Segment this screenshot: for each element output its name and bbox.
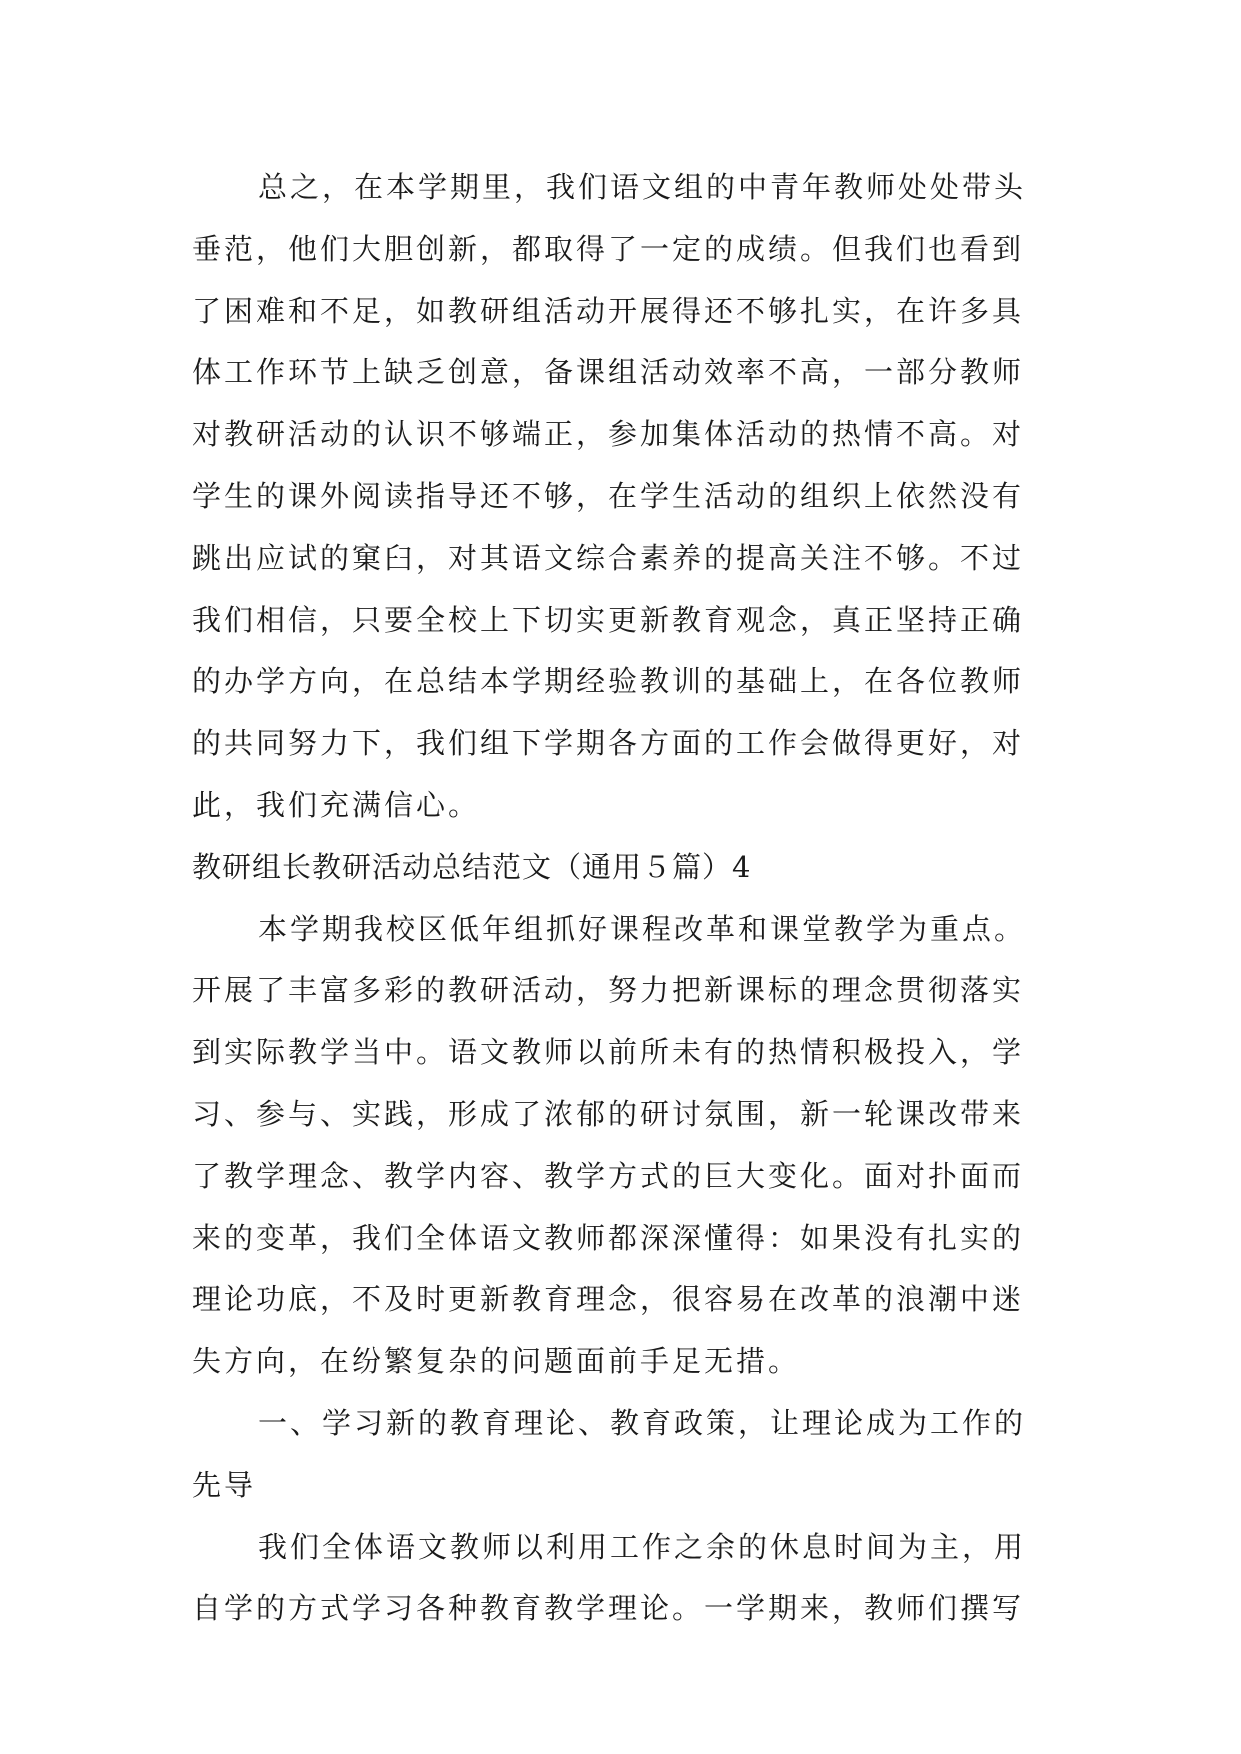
text-line: 一、学习新的教育理论、教育政策，让理论成为工作的 bbox=[258, 1405, 1027, 1440]
paragraph-section-one-title bbox=[192, 1393, 1056, 1517]
text-line: 体工作环节上缺乏创意，备课组活动效率不高，一部分教师 bbox=[192, 355, 1025, 390]
section-heading: 教研组长教研活动总结范文（通用５篇）4 bbox=[192, 849, 752, 884]
text-line: 垂范，他们大胆创新，都取得了一定的成绩。但我们也看到 bbox=[192, 231, 1025, 266]
text-line: 对教研活动的认识不够端正，参加集体活动的热情不高。对 bbox=[192, 417, 1025, 452]
text-line: 来的变革，我们全体语文教师都深深懂得：如果没有扎实的 bbox=[192, 1220, 1025, 1255]
text-line: 的办学方向，在总结本学期经验教训的基础上，在各位教师 bbox=[192, 664, 1025, 699]
paragraph-summary bbox=[192, 157, 1056, 837]
paragraph-self-study bbox=[192, 1517, 1056, 1641]
text-line: 习、参与、实践，形成了浓郁的研讨氛围，新一轮课改带来 bbox=[192, 1096, 1025, 1131]
text-line: 的共同努力下，我们组下学期各方面的工作会做得更好，对 bbox=[192, 726, 1025, 761]
text-line: 学生的课外阅读指导还不够，在学生活动的组织上依然没有 bbox=[192, 478, 1025, 513]
text-line: 失方向，在纷繁复杂的问题面前手足无措。 bbox=[192, 1344, 801, 1379]
text-line: 先导 bbox=[192, 1467, 257, 1502]
text-line: 开展了丰富多彩的教研活动，努力把新课标的理念贯彻落实 bbox=[192, 973, 1025, 1008]
text-line: 到实际教学当中。语文教师以前所未有的热情积极投入，学 bbox=[192, 1035, 1025, 1070]
document-body bbox=[192, 157, 1056, 1640]
text-line: 我们全体语文教师以利用工作之余的休息时间为主，用 bbox=[258, 1529, 1027, 1564]
text-line: 理论功底，不及时更新教育理念，很容易在改革的浪潮中迷 bbox=[192, 1282, 1025, 1317]
text-line: 了教学理念、教学内容、教学方式的巨大变化。面对扑面而 bbox=[192, 1158, 1025, 1193]
text-line: 我们相信，只要全校上下切实更新教育观念，真正坚持正确 bbox=[192, 602, 1025, 637]
text-line: 自学的方式学习各种教育教学理论。一学期来，教师们撰写 bbox=[192, 1591, 1025, 1626]
text-line: 本学期我校区低年组抓好课程改革和课堂教学为重点。 bbox=[258, 911, 1027, 946]
text-line: 跳出应试的窠臼，对其语文综合素养的提高关注不够。不过 bbox=[192, 540, 1025, 575]
text-line: 总之，在本学期里，我们语文组的中青年教师处处带头 bbox=[258, 170, 1027, 204]
paragraph-intro bbox=[192, 899, 1056, 1393]
text-line: 了困难和不足，如教研组活动开展得还不够扎实，在许多具 bbox=[192, 293, 1025, 328]
text-line: 此，我们充满信心。 bbox=[192, 787, 481, 822]
